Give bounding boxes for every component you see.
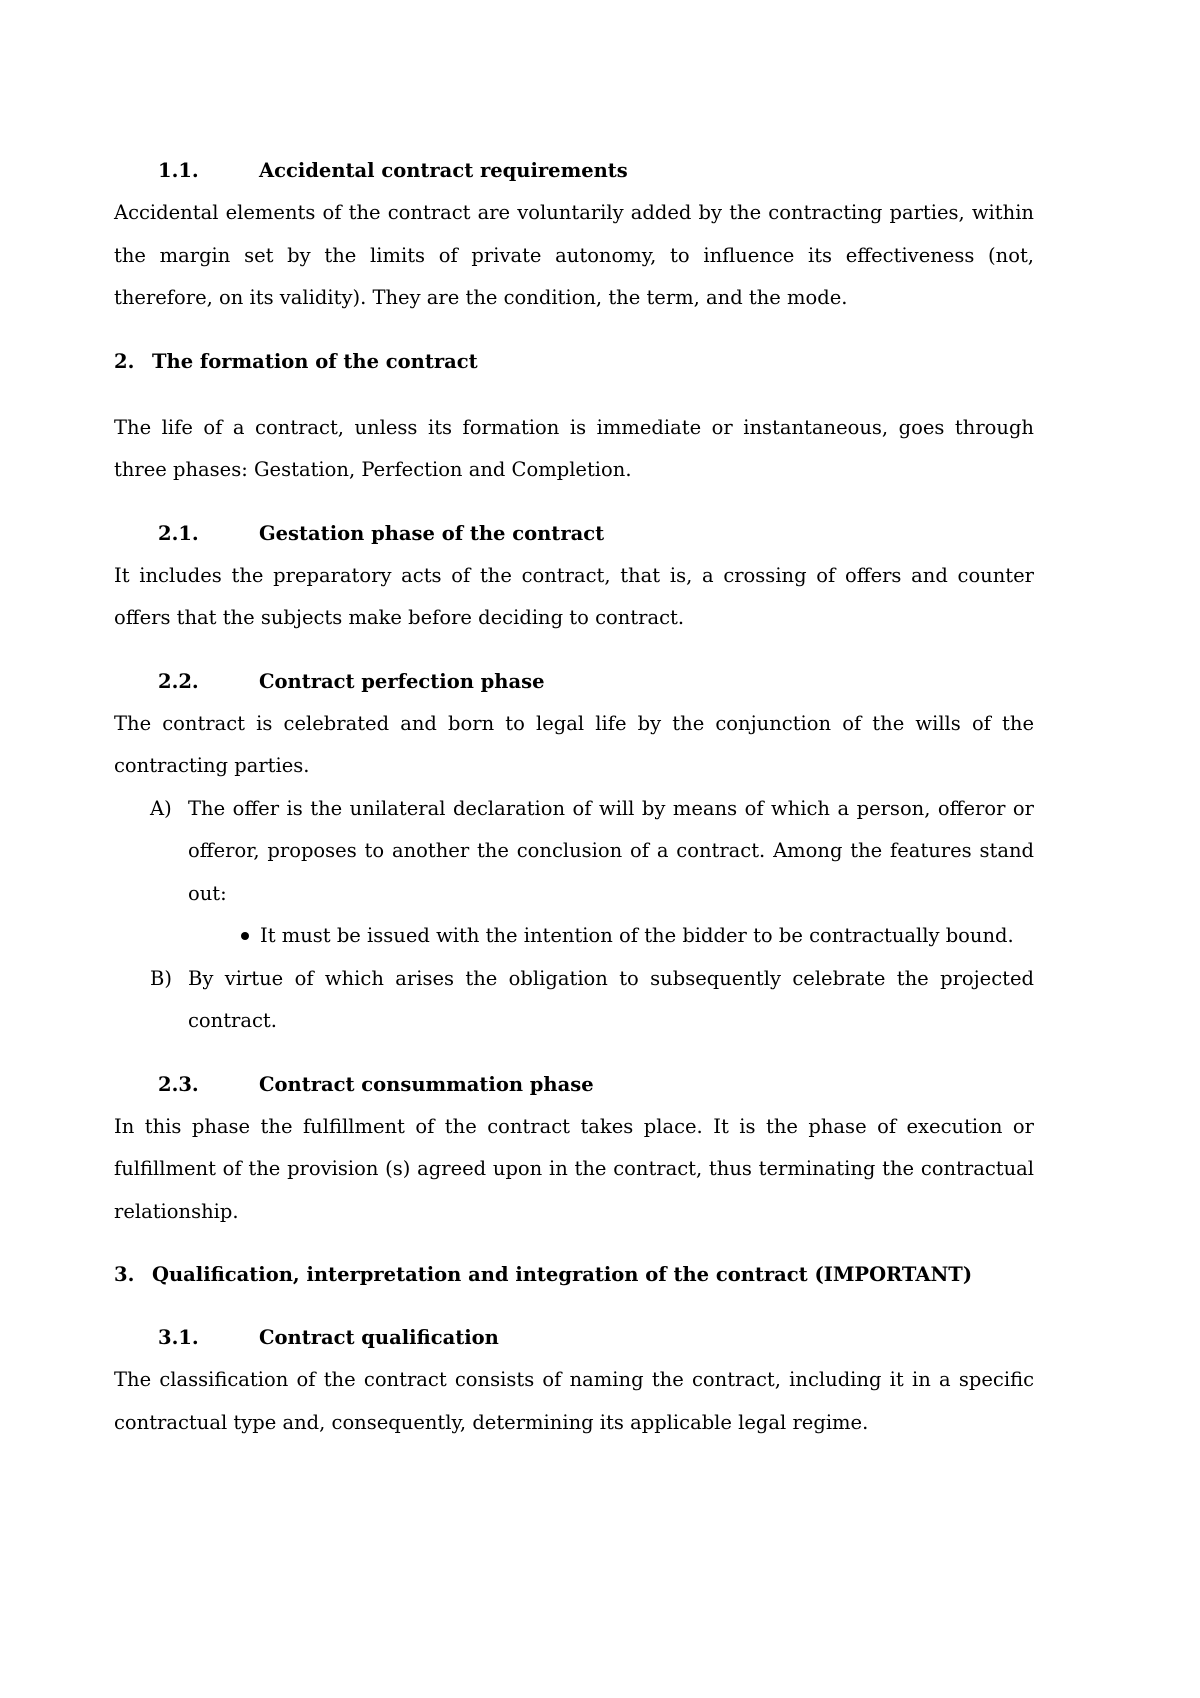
section-number: 3.1. (158, 1326, 199, 1349)
list-item-text: By virtue of which arises the obligation to subsequently celebrate the projected contract. (188, 966, 1034, 1032)
section-title: Contract perfection phase (259, 669, 545, 693)
section-title: Contract consummation phase (259, 1072, 594, 1096)
section-heading-2-2 (114, 661, 1034, 703)
section-title: The formation of the contract (152, 349, 478, 373)
list-marker: A) (150, 796, 172, 820)
list-item-b (114, 958, 1034, 1043)
document-content (114, 150, 1034, 1444)
paragraph-accidental-elements: Accidental elements of the contract are voluntarily added by the contracting parties, within the margin set by the limits of private autonomy, to influence its effectiveness (not, therefore, on its validity). They are the condition, the term, and the mode. (114, 201, 1034, 309)
section-number: 2.3. (158, 1072, 199, 1096)
section-heading-2-1 (114, 513, 1034, 555)
bullet-icon (241, 932, 249, 940)
section-number: 2.1. (158, 521, 199, 545)
paragraph-contract-life: The life of a contract, unless its formation is immediate or instantaneous, goes through three phases: Gestation, Perfection and Completion. (114, 415, 1034, 481)
section-heading-3 (114, 1254, 1034, 1296)
section-heading-2 (114, 341, 1034, 383)
paragraph-qualification: The classification of the contract consists of naming the contract, including it in a specific contractual type and, consequently, determining its applicable legal regime. (114, 1368, 1034, 1434)
paragraph-gestation: It includes the preparatory acts of the contract, that is, a crossing of offers and counter offers that the subjects make before deciding to contract. (114, 563, 1034, 629)
bullet-text: It must be issued with the intention of the bidder to be contractually bound. (260, 924, 1014, 947)
section-number: 2. (114, 349, 135, 373)
section-title: Gestation phase of the contract (259, 521, 605, 545)
section-heading-3-1 (114, 1317, 1034, 1359)
section-number: 1.1. (158, 159, 199, 182)
section-heading-2-3 (114, 1064, 1034, 1106)
section-number: 2.2. (158, 669, 199, 693)
bullet-item (114, 915, 1034, 958)
section-title: Qualification, interpretation and integration of the contract (IMPORTANT) (152, 1263, 973, 1286)
list-item-text: The offer is the unilateral declaration of will by means of which a person, offeror or offeror, proposes to another the conclusion of a contract. Among the features stand out: (188, 796, 1034, 905)
section-heading-1-1 (114, 150, 1034, 192)
paragraph-consummation: In this phase the fulfillment of the contract takes place. It is the phase of execution or fulfillment of the provision (s) agreed upon in the contract, thus terminating the contractual relationship. (114, 1114, 1034, 1223)
list-marker: B) (150, 966, 172, 990)
section-number: 3. (114, 1263, 135, 1286)
list-item-a (114, 788, 1034, 916)
section-title: Contract qualification (259, 1326, 499, 1349)
section-title: Accidental contract requirements (259, 159, 628, 182)
paragraph-perfection: The contract is celebrated and born to legal life by the conjunction of the wills of the contracting parties. (114, 711, 1034, 777)
